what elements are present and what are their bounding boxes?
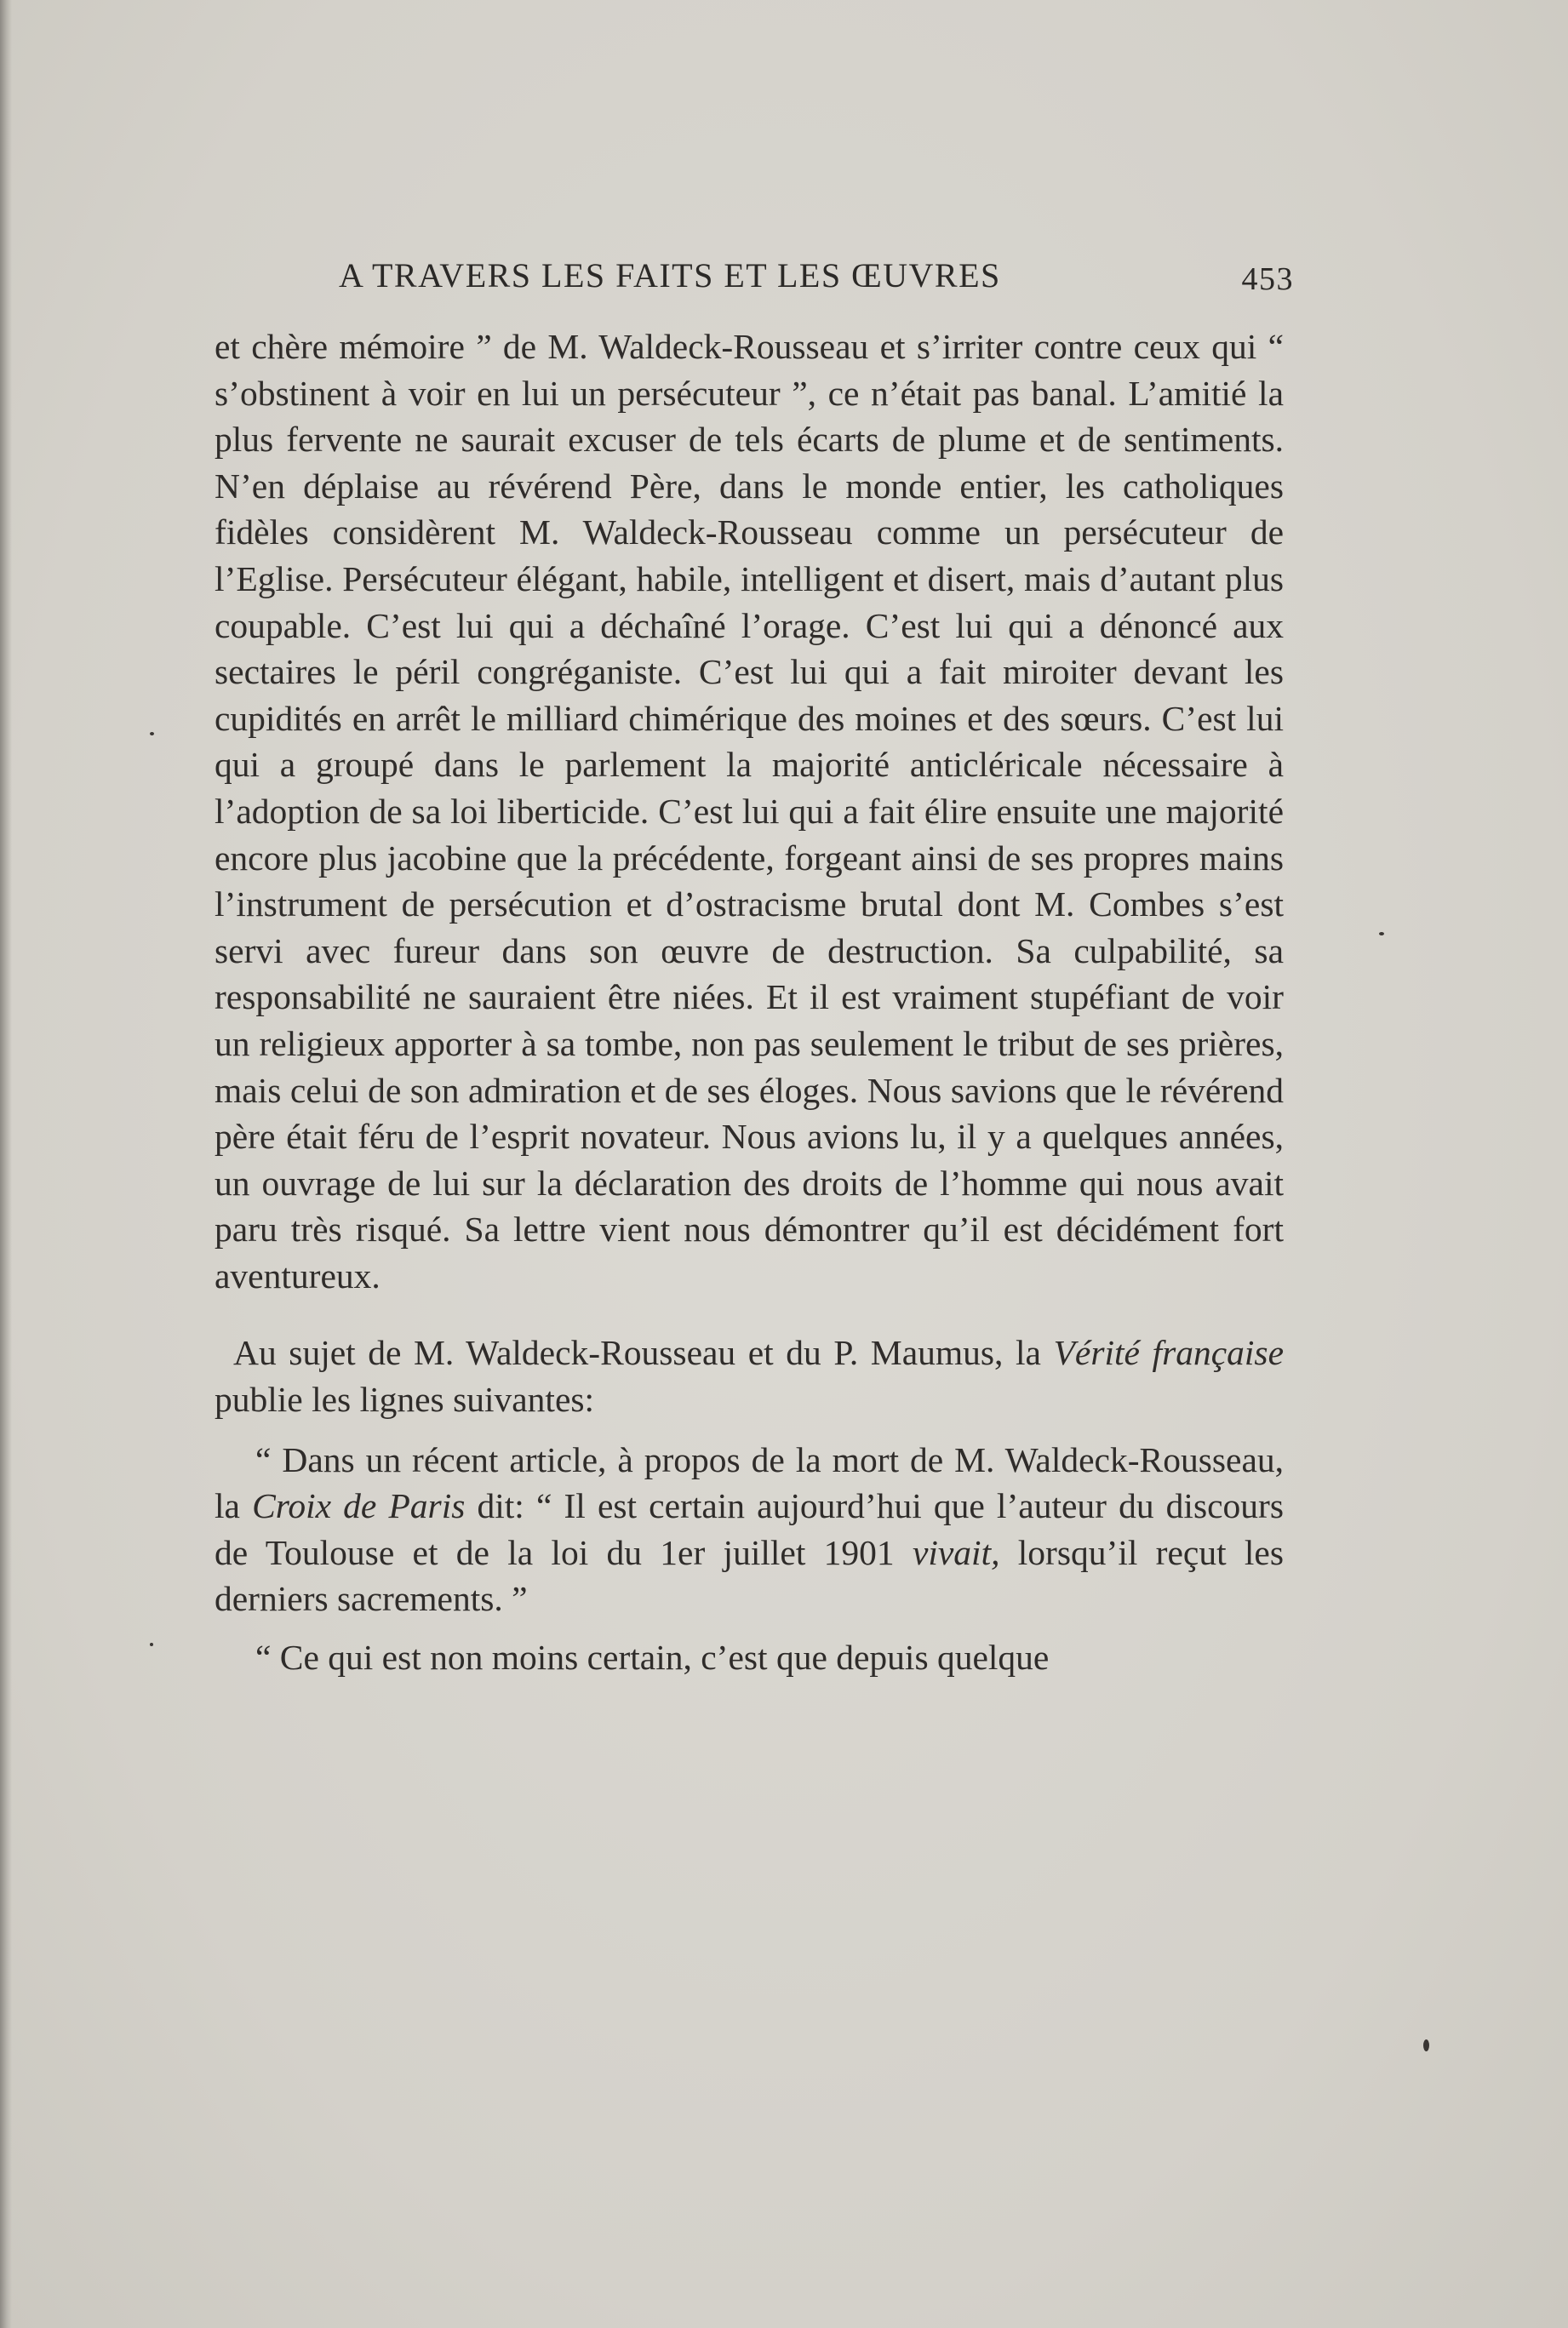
paper-speck (1379, 932, 1384, 935)
paragraph-2-text-before: Au sujet de M. Waldeck-Rousseau et du P. Maumus, la (233, 1333, 1054, 1373)
book-spine-shadow (0, 0, 12, 2328)
paragraph-2-text-after: publie les lignes suivantes: (215, 1380, 595, 1420)
quote-1-part-2: dit: “ Il est certain aujourd’hui que l’auteur du discours de Toulouse et de la loi du 1er juillet 1901 (215, 1486, 1285, 1572)
paragraph-continuation: et chère mémoire ” de M. Waldeck-Rousseau et s’irriter contre ceux qui “ s’obstinent à voir en lui un persécuteur ”, ce n’était pas banal. L’amitié la plus fervente ne saurait excuser de tels écarts de plume et de sentiments. N’en déplaise au révérend Père, dans le monde entier, les catholiques fidèles considèrent M. Waldeck-Rousseau comme un persécuteur de l’Eglise. Persécuteur élégant, habile, intelligent et disert, mais d’autant plus coupable. C’est lui qui a déchaîné l’orage. C’est lui qui a dénoncé aux sectaires le péril congréganiste. C’est lui qui a fait miroiter devant les cupidités en arrêt le milliard chimérique des moines et des sœurs. C’est lui qui a groupé dans le parlement la majorité anticléricale nécessaire à l’adoption de sa loi liberticide. C’est lui qui a fait élire ensuite une majorité encore plus jacobine que la précédente, forgeant ainsi de ses propres mains l’instrument de persécution et d’ostracisme brutal dont M. Combes s’est servi avec fureur dans son œuvre de destruction. Sa culpabilité, sa responsabilité ne sauraient être niées. Et il est vraiment stupéfiant de voir un religieux apporter à sa tombe, non pas seulement le tribut de ses prières, mais celui de son admiration et de ses éloges. Nous savions que le révérend père était féru de l’esprit novateur. Nous avions lu, il y a quelques années, un ouvrage de lui sur la déclaration des droits de l’homme qui nous avait paru très risqué. Sa lettre vient nous démontrer qu’il est décidément fort aventureux. (215, 327, 1284, 1296)
quote-1-part-3: lorsqu’il reçut les derniers sacrements. ” (215, 1532, 1284, 1619)
newspaper-title-verite-francaise: Vérité française (1053, 1333, 1284, 1373)
quote-1-part-1: “ Dans un récent article, à propos de la mort de M. Waldeck-Rousseau, la (215, 1439, 1284, 1526)
paper-speck (150, 732, 154, 735)
running-title: A TRAVERS LES FAITS ET LES ŒUVRES (339, 256, 1001, 295)
paper-speck (150, 1643, 153, 1646)
newspaper-title-croix-de-paris: Croix de Paris (252, 1486, 466, 1526)
running-head (339, 249, 1294, 300)
paragraph-intro-quote (215, 1330, 1284, 1422)
body-text (215, 323, 1284, 1681)
quoted-paragraph-2: “ Ce qui est non moins certain, c’est que depuis quelque (255, 1638, 1050, 1678)
paper-speck (1423, 2039, 1429, 2051)
quote-1-italic-vivait: vivait, (912, 1532, 1000, 1572)
quoted-paragraph-1 (215, 1437, 1284, 1622)
page-number: 453 (1241, 261, 1294, 297)
